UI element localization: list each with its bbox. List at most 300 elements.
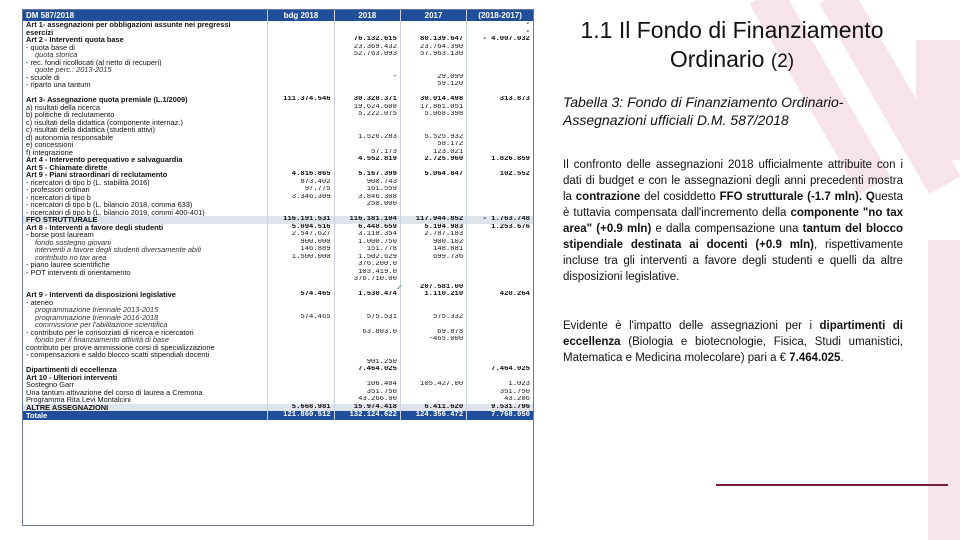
row-label: - contributo per le consorziati di ricerca e ricercatori [26, 328, 194, 336]
table-cell [268, 89, 334, 97]
table-cell: 351.750 [334, 389, 400, 397]
table-cell: 43.266.00 [334, 396, 400, 404]
table-cell: 116.191.531 [268, 216, 334, 224]
table-cell [467, 89, 533, 97]
table-cell [467, 299, 533, 307]
table-cell [334, 66, 400, 74]
table-cell [467, 179, 533, 187]
table-cell [400, 269, 466, 277]
table-row [23, 36, 533, 44]
table-cell [268, 299, 334, 307]
table-cell [334, 306, 400, 314]
table-row [23, 404, 533, 412]
row-label: b) politiche di reclutamento [26, 111, 115, 119]
row-label: a) risultati della ricerca [26, 103, 100, 111]
table-row [23, 29, 533, 37]
table-cell: 351.750 [467, 389, 533, 397]
row-label: - ricercatori di tipo b (L. stabilità 2016) [26, 178, 150, 186]
table-cell [400, 374, 466, 382]
text-segment: . [840, 352, 844, 364]
table-cell [467, 104, 533, 112]
table-cell [334, 21, 400, 29]
row-label: Art 1- assegnazioni per obbligazioni assunte nei pregressi [26, 21, 231, 29]
table-cell: 3.118.354 [334, 231, 400, 239]
table-cell: 111.374.546 [268, 96, 334, 104]
text-segment: Evidente è l'impatto delle assegnazioni per i [563, 320, 820, 332]
table-cell [467, 119, 533, 127]
row-label: - borse post lauream [26, 231, 94, 239]
table-cell: 900.102 [400, 239, 466, 247]
table-cell [334, 89, 400, 97]
table-cell [334, 351, 400, 359]
table-row [23, 201, 533, 209]
row-label: contributo per prove ammissione corsi di specializzazione [26, 343, 215, 351]
row-label: Sostegno Garr [26, 381, 75, 389]
table-cell: 3.846.308 [334, 194, 400, 202]
table-cell [268, 66, 334, 74]
table-cell [467, 336, 533, 344]
table-row [23, 246, 533, 254]
table-cell [334, 59, 400, 67]
table-cell: 19.624.608 [334, 104, 400, 112]
table-row [23, 134, 533, 142]
table-row [23, 74, 533, 82]
table-cell: 4.552.819 [334, 156, 400, 164]
table-cell: - [467, 21, 533, 29]
table-cell: 6.448.659 [334, 224, 400, 232]
table-cell [268, 306, 334, 314]
table-cell: 1.253.676 [467, 224, 533, 232]
table-cell: 1.500.000 [268, 254, 334, 262]
table-cell: - [467, 29, 533, 37]
table-row [23, 299, 533, 307]
table-cell [400, 276, 466, 284]
table-row [23, 276, 533, 284]
table-cell: 43.206 [467, 396, 533, 404]
table-cell [268, 396, 334, 404]
table-cell: 23.369.432 [334, 44, 400, 52]
row-label: Totale [23, 411, 268, 420]
table-cell [467, 126, 533, 134]
table-cell: 574.465 [268, 291, 334, 299]
text-segment: FFO strutturale (-1.7 mln). Q [719, 191, 875, 203]
table-cell [334, 209, 400, 217]
table-cell: 76.132.615 [334, 36, 400, 44]
table-row [23, 104, 533, 112]
row-label: Art 8 - Interventi a favore degli studenti [26, 223, 164, 231]
table-cell: 1.000.750 [334, 239, 400, 247]
table-cell [467, 239, 533, 247]
row-label: c) risultati della didattica (componente internaz.) [26, 118, 183, 126]
table-row [23, 21, 533, 29]
table-cell: 5.194.983 [400, 224, 466, 232]
table-cell: 5.222.075 [334, 111, 400, 119]
table-row [23, 81, 533, 89]
row-label: Programma Rita Levi Montalcini [26, 396, 131, 404]
table-row [23, 194, 533, 202]
row-label: interventi a favore degli studenti diversamente abili [35, 246, 201, 254]
table-body [23, 21, 533, 420]
slide-title [532, 16, 932, 76]
table-cell [400, 66, 466, 74]
table-cell [467, 149, 533, 157]
table-cell: 148.881 [400, 246, 466, 254]
table-cell [467, 314, 533, 322]
table-row [23, 389, 533, 397]
table-row [23, 344, 533, 352]
table-cell: 161.559 [334, 186, 400, 194]
row-label: - ricercatori di tipo b (L. bilancio 2019, commi 400-401) [26, 208, 205, 216]
table-cell: 1.110.210 [400, 291, 466, 299]
table-row [23, 351, 533, 359]
table-cell: 15.974.418 [334, 404, 400, 412]
row-label: Art 4 - Intervento perequativo e salvaguardia [26, 156, 183, 164]
row-label: Art 5 - Chiamate dirette [26, 163, 108, 171]
table-row [23, 171, 533, 179]
table-cell [268, 381, 334, 389]
check-mark-icon: ✓ [396, 283, 403, 292]
table-cell [334, 119, 400, 127]
table-cell: - 1.763.748 [467, 216, 533, 224]
table-cell: 30.328.371 [334, 96, 400, 104]
table-cell [268, 111, 334, 119]
table-cell: 313.873 [467, 96, 533, 104]
table-cell: 124.356.472 [400, 411, 466, 420]
text-segment: (Biologia e biotecnologie, Fisica, Studi umanistici, Matematica e Medicina molecolare) pari a € [563, 336, 903, 364]
table-cell [268, 134, 334, 142]
row-label: Art 3- Assegnazione quota premiale (L.1/2009) [26, 96, 188, 104]
row-label: Art 9 - Interventi da disposizioni legislative [26, 291, 176, 299]
row-label: - piano lauree scientifiche [26, 261, 110, 269]
table-cell [467, 59, 533, 67]
table-cell [400, 321, 466, 329]
table-cell: - 4.007.032 [467, 36, 533, 44]
table-cell: 57.173 [334, 149, 400, 157]
table-cell [268, 51, 334, 59]
table-cell [334, 344, 400, 352]
table-cell: 97.775 [268, 186, 334, 194]
row-label: fondo per il finanziamento attività di base [35, 336, 169, 344]
table-cell [268, 321, 334, 329]
text-segment: componente "no tax area" (+0.9 mln) [563, 207, 903, 235]
row-label: quota storica [35, 51, 78, 59]
row-label: - ricercatori di tipo b (L. bilancio 2018, comma 633) [26, 201, 193, 209]
table-cell: 117.944.852 [400, 216, 466, 224]
row-label: Art 9 - Piani straordinari di reclutamento [26, 171, 168, 179]
table-cell: 23.764.390 [400, 44, 466, 52]
column-header: bdg 2018 [268, 10, 334, 21]
row-label: f) integrazione [26, 148, 73, 156]
table-cell: 103.419.0 [334, 269, 400, 277]
table-row [23, 209, 533, 217]
table-row [23, 366, 533, 374]
table-cell: 376.200.0 [334, 261, 400, 269]
ffo-table [22, 9, 534, 526]
column-header: DM 587/2018 [23, 10, 268, 21]
table-cell [400, 344, 466, 352]
table-row [23, 59, 533, 67]
table-row [23, 224, 533, 232]
table-cell [400, 261, 466, 269]
table-cell [467, 164, 533, 172]
table-row [23, 186, 533, 194]
table-cell [467, 194, 533, 202]
table-cell [400, 201, 466, 209]
table-cell [467, 261, 533, 269]
table-cell [400, 186, 466, 194]
table-cell: 250.000 [334, 201, 400, 209]
table-cell [268, 276, 334, 284]
table-cell [467, 276, 533, 284]
table-cell: 132.124.622 [334, 411, 400, 420]
row-label [23, 284, 268, 292]
table-cell [268, 201, 334, 209]
table-cell: 2.725.960 [400, 156, 466, 164]
table-row [23, 89, 533, 97]
table-row [23, 149, 533, 157]
table-cell [268, 21, 334, 29]
table-cell: 5.094.516 [268, 224, 334, 232]
table-cell [400, 126, 466, 134]
table-cell: 207.581.00 [400, 284, 466, 292]
table-cell [268, 329, 334, 337]
table-row [23, 216, 533, 224]
text-segment: uesta è tuttavia compensata dall'incremento della [563, 191, 903, 219]
table-cell: 57.963.130 [400, 51, 466, 59]
table-cell: 900.743 [334, 179, 400, 187]
table-row [23, 269, 533, 277]
table-row [23, 329, 533, 337]
table-cell [400, 366, 466, 374]
table-cell: 7.464.025 [334, 366, 400, 374]
table-cell [467, 134, 533, 142]
row-label: - scuole di [26, 73, 60, 81]
table-row [23, 336, 533, 344]
table-cell [268, 209, 334, 217]
table-cell [268, 44, 334, 52]
table-cell [334, 284, 400, 292]
table-cell [400, 396, 466, 404]
table-cell: 901.250 [334, 359, 400, 367]
table-row [23, 306, 533, 314]
table-cell [268, 104, 334, 112]
row-label [23, 89, 268, 97]
table-cell: 2.547.627 [268, 231, 334, 239]
table-cell [268, 269, 334, 277]
table-cell: 17.861.051 [400, 104, 466, 112]
table-cell: 59.120 [400, 81, 466, 89]
table-cell: 151.778 [334, 246, 400, 254]
text-segment: dipartimenti di eccellenza [563, 320, 903, 348]
row-label: - quota base di [26, 43, 75, 51]
text-segment: e dalla compensazione una [651, 223, 803, 235]
table-cell [467, 321, 533, 329]
table-cell [268, 149, 334, 157]
table-cell [268, 74, 334, 82]
table-cell [467, 51, 533, 59]
table-cell [400, 306, 466, 314]
table-row [23, 231, 533, 239]
table-cell: 3.346.309 [268, 194, 334, 202]
row-label: - ateneo [26, 298, 54, 306]
table-cell [334, 29, 400, 37]
table-cell [400, 209, 466, 217]
row-label: esercizi [26, 28, 54, 36]
table-cell [467, 209, 533, 217]
table-header-row [23, 10, 533, 21]
table-cell [334, 374, 400, 382]
table-row [23, 374, 533, 382]
row-label [23, 359, 268, 367]
table-cell: 376.710.00 [334, 276, 400, 284]
table-cell [400, 59, 466, 67]
table-row [23, 396, 533, 404]
table-cell [268, 389, 334, 397]
table-cell: 5.525.932 [400, 134, 466, 142]
table-cell: 80.139.647 [400, 36, 466, 44]
table-cell: 9.531.796 [467, 404, 533, 412]
table-cell [467, 44, 533, 52]
table-cell: 1.023 [467, 381, 533, 389]
table-row [23, 261, 533, 269]
table-cell [467, 186, 533, 194]
table-cell [467, 254, 533, 262]
table-row [23, 126, 533, 134]
table-cell: 105.427.00 [400, 381, 466, 389]
table-cell [268, 29, 334, 37]
table-cell: 873.402 [268, 179, 334, 187]
table-row [23, 51, 533, 59]
table-cell: 58.172 [400, 141, 466, 149]
table-cell: 575.332 [400, 314, 466, 322]
table-row [23, 359, 533, 367]
table-cell [268, 119, 334, 127]
table-cell [268, 59, 334, 67]
row-label: Una tantum attivazione del corso di laurea a Cremona [26, 388, 203, 396]
row-label: c) risultati della didattica (studenti attivi) [26, 126, 155, 134]
table-cell: 699.736 [400, 254, 466, 262]
table-cell [400, 21, 466, 29]
table-cell: 106.404 [334, 381, 400, 389]
row-label: - rec. fondi ricollocati (al netto di recuperi) [26, 58, 162, 66]
paragraph-ffo-comparison [563, 157, 903, 285]
table-cell: 1.526.283 [334, 134, 400, 142]
text-segment: , rispettivamente incluse tra gli interventi a favore degli studenti e quelli da altre disposizioni legislative. [563, 239, 904, 283]
text-segment: contrazione [575, 191, 641, 203]
table-row [23, 321, 533, 329]
table-cell [334, 336, 400, 344]
table-cell [467, 344, 533, 352]
table-cell [334, 321, 400, 329]
table-row [23, 164, 533, 172]
table-cell [334, 141, 400, 149]
table-cell: 146.889 [268, 246, 334, 254]
table-cell [400, 299, 466, 307]
table-cell [268, 351, 334, 359]
table-cell [334, 81, 400, 89]
table-row [23, 111, 533, 119]
table-cell [400, 179, 466, 187]
table-cell [400, 164, 466, 172]
row-label: Dipartimenti di eccellenza [26, 366, 117, 374]
column-header: 2018 [334, 10, 400, 21]
row-label: commissione per l'abilitazione scientifica [35, 321, 168, 329]
table-cell [400, 89, 466, 97]
row-label: programmazione triennale 2013-2015 [35, 306, 159, 314]
table-row [23, 314, 533, 322]
row-label: - compensazioni e saldo blocco scatti stipendiali docenti [26, 351, 210, 359]
table-cell: 1.826.859 [467, 156, 533, 164]
table-cell: 52.763.093 [334, 51, 400, 59]
text-segment: del cosiddetto [640, 191, 720, 203]
table-cell [467, 306, 533, 314]
row-label: d) autonomia responsabile [26, 133, 114, 141]
text-segment: 7.464.025 [789, 352, 841, 364]
row-label: - POT interventi di orientamento [26, 268, 131, 276]
row-label: FFO STRUTTURALE [23, 216, 268, 224]
table-cell: 5.668.981 [268, 404, 334, 412]
table-cell: 30.014.498 [400, 96, 466, 104]
table-cell [268, 164, 334, 172]
table-cell [334, 299, 400, 307]
table-cell [400, 119, 466, 127]
table-row [23, 254, 533, 262]
table-cell: 1.530.474 [334, 291, 400, 299]
row-label: programmazione triennale 2016-2018 [35, 313, 159, 321]
table-cell [334, 126, 400, 134]
decorative-rule [716, 484, 948, 486]
table-cell: 7.464.025 [467, 366, 533, 374]
table-cell [467, 111, 533, 119]
table-cell: 123.021 [400, 149, 466, 157]
table-cell: 1.502.629 [334, 254, 400, 262]
title-suffix: (2) [770, 51, 795, 72]
table-row [23, 284, 533, 292]
table-cell [268, 336, 334, 344]
table-cell [467, 284, 533, 292]
paragraph-dipartimenti-eccellenza [563, 318, 903, 366]
table-caption: Tabella 3: Fondo di Finanziamento Ordinario- Assegnazioni ufficiali D.M. 587/2018 [563, 94, 844, 128]
table-cell: 900.000 [268, 239, 334, 247]
table-cell: 4.816.865 [268, 171, 334, 179]
table-cell [268, 366, 334, 374]
table-cell [268, 284, 334, 292]
row-label: Art 2 - Interventi quota base [26, 36, 124, 44]
table-cell [467, 351, 533, 359]
text-segment: tantum del blocco stipendiale destinata ai docenti (+0.9 mln) [563, 223, 904, 251]
table-cell [467, 66, 533, 74]
table-cell [467, 81, 533, 89]
table-row [23, 44, 533, 52]
table-row [23, 66, 533, 74]
table-row [23, 96, 533, 104]
row-label: quote perc.: 2013-2015 [35, 66, 112, 74]
row-label: - ricercatori di tipo b [26, 193, 91, 201]
row-label: Art 10 - Ulteriori interventi [26, 373, 118, 381]
table-cell [268, 374, 334, 382]
title-main: 1.1 Il Fondo di Finanziamento Ordinario [580, 17, 884, 72]
table-cell [467, 329, 533, 337]
table-cell: 5.064.847 [400, 171, 466, 179]
table-cell: 69.878 [400, 329, 466, 337]
table-cell [400, 351, 466, 359]
text-segment: Il confronto delle assegnazioni 2018 ufficialmente attribuite con i dati di budget e con le assegnazioni degli anni precedenti mostra la [563, 159, 903, 203]
table-cell [467, 74, 533, 82]
table-cell: 116.181.104 [334, 216, 400, 224]
row-label: e) concessioni [26, 141, 74, 149]
table-cell: 575.531 [334, 314, 400, 322]
table-row [23, 119, 533, 127]
